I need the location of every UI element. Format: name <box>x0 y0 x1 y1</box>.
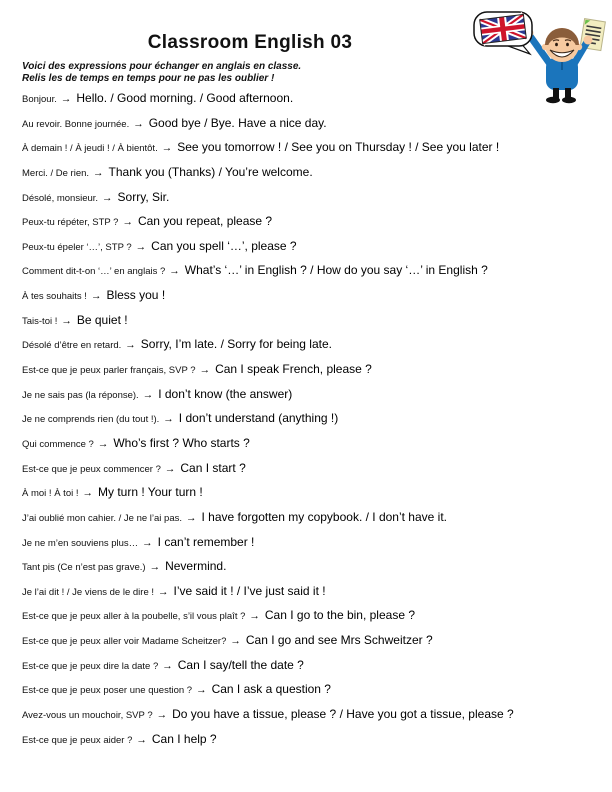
english-phrase: I can’t remember ! <box>157 534 255 549</box>
arrow-glyph: → <box>136 733 147 746</box>
phrase-row <box>22 308 606 333</box>
phrase-row <box>22 357 606 382</box>
intro-line-2: Relis les de temps en temps pour ne pas les oublier ! <box>22 72 275 84</box>
french-phrase: Je ne comprends rien (du tout !). <box>22 414 160 426</box>
english-phrase: Be quiet ! <box>76 312 128 327</box>
arrow-glyph: → <box>61 314 72 327</box>
arrow-glyph: → <box>230 635 241 648</box>
english-phrase: Thank you (Thanks) / You’re welcome. <box>108 164 313 179</box>
phrase-row <box>22 332 606 357</box>
arrow-glyph: → <box>133 117 144 130</box>
arrow-glyph: → <box>163 413 174 426</box>
arrow-glyph: → <box>156 709 168 722</box>
english-phrase: Bless you ! <box>106 288 166 303</box>
arrow-glyph: → <box>164 462 176 475</box>
english-phrase: Can I ask a question ? <box>211 682 331 697</box>
english-phrase: I don’t know (the answer) <box>158 386 293 401</box>
arrow-glyph: → <box>149 561 161 574</box>
phrase-row <box>22 160 606 185</box>
phrase-list <box>22 86 606 751</box>
page-title: Classroom English 03 <box>147 32 353 53</box>
phrase-row <box>22 677 606 702</box>
arrow-glyph: → <box>135 240 147 253</box>
phrase-row <box>22 554 606 579</box>
arrow-glyph: → <box>162 659 173 672</box>
french-phrase: Peux-tu répéter, STP ? <box>22 217 119 229</box>
phrase-row <box>22 431 606 456</box>
english-phrase: Sorry, I’m late. / Sorry for being late. <box>140 337 332 352</box>
phrase-row <box>22 86 606 111</box>
english-phrase: Who’s first ? Who starts ? <box>113 435 250 450</box>
french-phrase: Est-ce que je peux aller à la poubelle, s’il vous plaît ? <box>22 611 246 623</box>
french-phrase: Bonjour. <box>22 94 57 105</box>
english-phrase: Can I go to the bin, please ? <box>264 608 415 623</box>
english-phrase: Can you repeat, please ? <box>137 214 273 229</box>
french-phrase: Est-ce que je peux aller voir Madame Scheitzer? <box>22 636 227 648</box>
french-phrase: Est-ce que je peux poser une question ? <box>22 685 193 697</box>
french-phrase: Désolé d’être en retard. <box>22 340 122 352</box>
phrase-row <box>22 382 606 407</box>
french-phrase: Comment dit-t-on ‘…’ en anglais ? <box>22 266 166 278</box>
english-phrase: Hello. / Good morning. / Good afternoon. <box>76 91 294 105</box>
english-phrase: Good bye / Bye. Have a nice day. <box>148 115 327 130</box>
uk-flag-speech-bubble-icon <box>474 12 532 54</box>
french-phrase: Au revoir. Bonne journée. <box>22 118 130 130</box>
english-phrase: Can you spell ‘…’, please ? <box>151 238 297 253</box>
phrase-row <box>22 111 606 136</box>
arrow-glyph: → <box>90 290 102 303</box>
english-phrase: What’s ‘…’ in English ? / How do you say ‘…’ in English ? <box>184 263 488 278</box>
arrow-glyph: → <box>142 536 153 549</box>
phrase-row <box>22 258 606 283</box>
english-phrase: My turn ! Your turn ! <box>98 485 203 500</box>
phrase-row <box>22 234 606 259</box>
french-phrase: Avez-vous un mouchoir, SVP ? <box>22 710 153 722</box>
phrase-row <box>22 185 606 210</box>
arrow-glyph: → <box>249 610 260 623</box>
intro-text <box>22 61 301 84</box>
phrase-row <box>22 456 606 481</box>
french-phrase: Je l’ai dit ! / Je viens de le dire ! <box>22 586 155 598</box>
intro-line-1: Voici des expressions pour échanger en anglais en classe. <box>22 61 302 72</box>
phrase-row <box>22 579 606 604</box>
phrase-row <box>22 135 606 160</box>
french-phrase: Merci. / De rien. <box>22 167 90 179</box>
phrase-row <box>22 283 606 308</box>
french-phrase: Peux-tu épeler ‘…’, STP ? <box>22 241 132 253</box>
english-phrase: Can I go and see Mrs Schweitzer ? <box>245 633 433 648</box>
french-phrase: À demain ! / À jeudi ! / À bientôt. <box>22 143 158 155</box>
english-phrase: I don’t understand (anything !) <box>178 411 339 426</box>
french-phrase: Tant pis (Ce n’est pas grave.) <box>22 562 146 574</box>
french-phrase: Je ne m’en souviens plus… <box>22 537 139 549</box>
french-phrase: À tes souhaits ! <box>22 291 87 303</box>
english-phrase: Do you have a tissue, please ? / Have you got a tissue, please ? <box>172 707 514 722</box>
phrase-row <box>22 505 606 530</box>
french-phrase: Est-ce que je peux dire la date ? <box>22 660 159 672</box>
phrase-row <box>22 406 606 431</box>
arrow-glyph: → <box>102 191 113 204</box>
phrase-row <box>22 530 606 555</box>
french-phrase: Qui commence ? <box>22 438 94 450</box>
phrase-row <box>22 628 606 653</box>
arrow-glyph: → <box>196 684 207 697</box>
arrow-glyph: → <box>186 511 197 524</box>
arrow-glyph: → <box>199 364 211 377</box>
french-phrase: Est-ce que je peux parler français, SVP ? <box>22 365 196 377</box>
english-phrase: Can I say/tell the date ? <box>177 657 304 672</box>
phrase-row <box>22 603 606 628</box>
english-phrase: Can I speak French, please ? <box>215 362 372 377</box>
french-phrase: Tais-toi ! <box>22 315 58 327</box>
english-phrase: Nevermind. <box>165 559 227 574</box>
english-phrase: Can I start ? <box>180 460 246 475</box>
arrow-glyph: → <box>97 437 109 450</box>
french-phrase: Est-ce que je peux aider ? <box>22 734 133 746</box>
french-phrase: J’ai oublié mon cahier. / Je ne l’ai pas. <box>22 512 183 524</box>
phrase-row <box>22 727 606 752</box>
arrow-glyph: → <box>82 487 93 500</box>
arrow-glyph: → <box>158 585 169 598</box>
arrow-glyph: → <box>125 339 136 352</box>
arrow-glyph: → <box>169 265 180 278</box>
french-phrase: Désolé, monsieur. <box>22 192 99 204</box>
phrase-row <box>22 480 606 505</box>
phrase-row <box>22 653 606 678</box>
phrase-row <box>22 702 606 727</box>
arrow-glyph: → <box>60 93 72 105</box>
english-phrase: Can I help ? <box>151 731 217 746</box>
arrow-glyph: → <box>161 142 173 155</box>
english-phrase: I have forgotten my copybook. / I don’t have it. <box>201 509 447 524</box>
french-phrase: Je ne sais pas (la réponse). <box>22 389 139 401</box>
arrow-glyph: → <box>93 166 104 179</box>
english-phrase: Sorry, Sir. <box>117 189 170 204</box>
english-phrase: See you tomorrow ! / See you on Thursday ! / See you later ! <box>177 140 500 155</box>
english-phrase: I’ve said it ! / I’ve just said it ! <box>173 583 326 598</box>
french-phrase: Est-ce que je peux commencer ? <box>22 463 161 475</box>
arrow-glyph: → <box>142 388 154 401</box>
arrow-glyph: → <box>122 216 133 229</box>
french-phrase: À moi ! À toi ! <box>22 488 79 500</box>
phrase-row <box>22 209 606 234</box>
